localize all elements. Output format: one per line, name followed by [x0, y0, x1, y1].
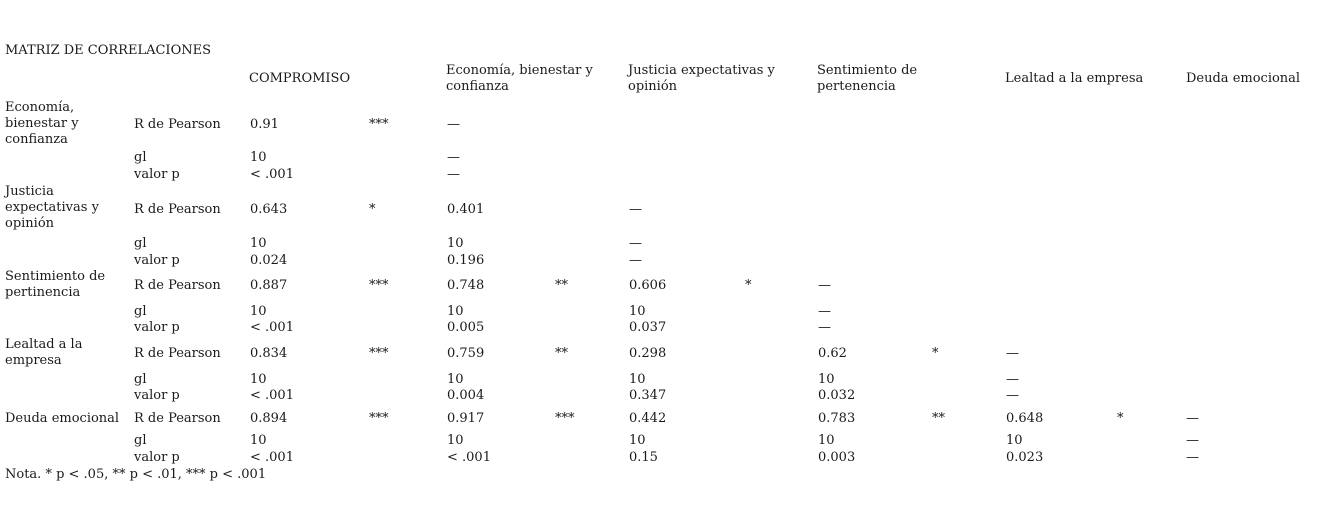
diagonal-dash: — [629, 253, 642, 268]
stat-label-gl: gl [134, 433, 147, 448]
row-label-economia: Economía, bienestar y confianza [5, 100, 79, 147]
cell-value: 0.023 [1006, 450, 1044, 465]
row-label-sentimiento: Sentimiento de pertinencia [5, 269, 106, 300]
stat-label-gl: gl [134, 372, 147, 387]
cell-value: 0.62 [818, 346, 847, 361]
table-title: MATRIZ DE CORRELACIONES [5, 43, 211, 58]
cell-value: 10 [447, 433, 464, 448]
significance-stars: *** [369, 346, 389, 361]
cell-value: 10 [818, 433, 835, 448]
diagonal-dash: — [818, 304, 831, 319]
cell-value: 10 [447, 304, 464, 319]
cell-value: 0.894 [250, 411, 288, 426]
diagonal-dash: — [1186, 450, 1199, 465]
stat-label-p: valor p [134, 320, 180, 335]
diagonal-dash: — [447, 167, 460, 182]
significance-stars: *** [555, 411, 575, 426]
cell-value: 0.037 [629, 320, 667, 335]
cell-value: 10 [250, 304, 267, 319]
significance-stars: * [1117, 411, 1124, 426]
stat-label-r: R de Pearson [134, 117, 221, 132]
diagonal-dash: — [818, 278, 831, 293]
cell-value: 10 [447, 236, 464, 251]
significance-stars: * [932, 346, 939, 361]
stat-label-r: R de Pearson [134, 278, 221, 293]
row-label-deuda: Deuda emocional [5, 411, 120, 426]
cell-value: 0.917 [447, 411, 485, 426]
stat-label-gl: gl [134, 150, 147, 165]
cell-value: 0.347 [629, 388, 667, 403]
cell-value: 0.887 [250, 278, 288, 293]
cell-value: 10 [1006, 433, 1023, 448]
cell-value: < .001 [447, 450, 491, 465]
significance-stars: *** [369, 117, 389, 132]
cell-value: 0.298 [629, 346, 667, 361]
cell-value: 0.748 [447, 278, 485, 293]
significance-stars: * [369, 202, 376, 217]
cell-value: 0.834 [250, 346, 288, 361]
cell-value: 0.643 [250, 202, 288, 217]
stat-label-p: valor p [134, 450, 180, 465]
cell-value: 0.783 [818, 411, 856, 426]
cell-value: 10 [250, 150, 267, 165]
diagonal-dash: — [447, 117, 460, 132]
stat-label-r: R de Pearson [134, 411, 221, 426]
cell-value: 10 [818, 372, 835, 387]
stat-label-gl: gl [134, 304, 147, 319]
cell-value: 10 [629, 433, 646, 448]
cell-value: < .001 [250, 388, 294, 403]
cell-value: 0.005 [447, 320, 485, 335]
stat-label-r: R de Pearson [134, 202, 221, 217]
cell-value: < .001 [250, 167, 294, 182]
cell-value: 0.024 [250, 253, 288, 268]
cell-value: 10 [629, 304, 646, 319]
cell-value: 0.003 [818, 450, 856, 465]
cell-value: 10 [250, 433, 267, 448]
stat-label-p: valor p [134, 167, 180, 182]
cell-value: 0.401 [447, 202, 485, 217]
stat-label-p: valor p [134, 253, 180, 268]
significance-stars: ** [555, 278, 568, 293]
row-label-justicia: Justicia expectativas y opinión [5, 184, 99, 231]
cell-value: 0.759 [447, 346, 485, 361]
significance-stars: *** [369, 278, 389, 293]
cell-value: 0.15 [629, 450, 658, 465]
diagonal-dash: — [1006, 388, 1019, 403]
diagonal-dash: — [1006, 346, 1019, 361]
stat-label-p: valor p [134, 388, 180, 403]
significance-stars: ** [932, 411, 945, 426]
significance-stars: * [745, 278, 752, 293]
diagonal-dash: — [1186, 411, 1199, 426]
cell-value: 0.442 [629, 411, 667, 426]
diagonal-dash: — [447, 150, 460, 165]
significance-stars: *** [369, 411, 389, 426]
cell-value: 0.032 [818, 388, 856, 403]
cell-value: 10 [447, 372, 464, 387]
diagonal-dash: — [1186, 433, 1199, 448]
diagonal-dash: — [818, 320, 831, 335]
diagonal-dash: — [629, 202, 642, 217]
cell-value: 10 [629, 372, 646, 387]
cell-value: 10 [250, 236, 267, 251]
col-header-economia: Economía, bienestar y confianza [446, 63, 593, 94]
col-header-deuda: Deuda emocional [1186, 71, 1301, 86]
significance-stars: ** [555, 346, 568, 361]
cell-value: 0.648 [1006, 411, 1044, 426]
col-header-compromiso: COMPROMISO [249, 71, 351, 86]
cell-value: 0.196 [447, 253, 485, 268]
col-header-justicia: Justicia expectativas y opinión [628, 63, 775, 94]
cell-value: < .001 [250, 450, 294, 465]
table-note: Nota. * p < .05, ** p < .01, *** p < .001 [5, 467, 267, 482]
cell-value: 0.91 [250, 117, 279, 132]
col-header-lealtad: Lealtad a la empresa [1005, 71, 1144, 86]
stat-label-gl: gl [134, 236, 147, 251]
stat-label-r: R de Pearson [134, 346, 221, 361]
col-header-sentimiento: Sentimiento de pertenencia [817, 63, 918, 94]
cell-value: 10 [250, 372, 267, 387]
cell-value: 0.606 [629, 278, 667, 293]
cell-value: 0.004 [447, 388, 485, 403]
cell-value: < .001 [250, 320, 294, 335]
diagonal-dash: — [629, 236, 642, 251]
row-label-lealtad: Lealtad a la empresa [5, 337, 83, 368]
diagonal-dash: — [1006, 372, 1019, 387]
